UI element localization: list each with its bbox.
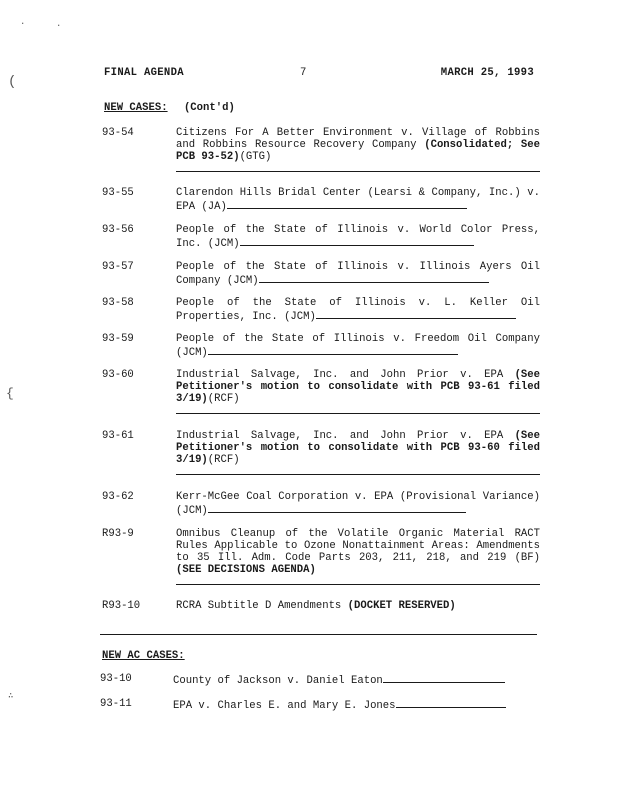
case-number: 93-59 <box>102 333 134 345</box>
ac-case-description <box>173 673 537 687</box>
case-description <box>176 127 540 163</box>
case-note: (See Petitioner's motion to consolidate with PCB 93-61 filed 3/19) <box>176 369 540 405</box>
case-description <box>176 430 540 466</box>
case-number: 93-57 <box>102 261 134 273</box>
case-description <box>176 297 540 323</box>
new-cases-heading <box>104 102 235 114</box>
case-note: (SEE DECISIONS AGENDA) <box>176 564 316 576</box>
case-description <box>176 528 540 576</box>
case-description <box>176 224 540 250</box>
case-initials: (RCF) <box>207 454 240 466</box>
case-description <box>176 600 540 612</box>
case-note: (DOCKET RESERVED) <box>347 600 456 612</box>
case-description <box>176 491 540 517</box>
case-number: 93-54 <box>102 127 134 139</box>
signature-line <box>316 309 516 319</box>
page-header <box>104 67 534 79</box>
case-text: People of the State of Illinois v. Illinois Ayers Oil Company (JCM) <box>176 261 540 287</box>
signature-line <box>383 673 505 683</box>
header-date: MARCH 25, 1993 <box>440 67 534 79</box>
signature-line <box>208 503 466 513</box>
case-number: 93-56 <box>102 224 134 236</box>
case-text: People of the State of Illinois v. Freedom Oil Company (JCM) <box>176 333 540 359</box>
case-note: (See Petitioner's motion to consolidate with PCB 93-60 filed 3/19) <box>176 430 540 466</box>
ac-case-text: EPA v. Charles E. and Mary E. Jones <box>173 700 396 712</box>
case-initials: (GTG) <box>239 151 272 163</box>
ac-case-text: County of Jackson v. Daniel Eaton <box>173 675 383 687</box>
case-text: Kerr-McGee Coal Corporation v. EPA (Provisional Variance) (JCM) <box>176 491 540 517</box>
case-text: Clarendon Hills Bridal Center (Learsi & Company, Inc.) v. EPA (JA) <box>176 187 540 213</box>
case-number: 93-58 <box>102 297 134 309</box>
case-initials: (RCF) <box>207 393 240 405</box>
signature-line <box>227 199 467 209</box>
signature-line <box>208 345 458 355</box>
case-description <box>176 333 540 359</box>
case-number: R93-9 <box>102 528 134 540</box>
ac-case-number: 93-11 <box>100 698 132 710</box>
new-cases-label: NEW CASES: <box>104 102 168 114</box>
new-ac-cases-heading <box>102 650 185 662</box>
ac-case-description <box>173 698 537 712</box>
case-number: R93-10 <box>102 600 141 612</box>
signature-line <box>240 236 474 246</box>
case-number: 93-60 <box>102 369 134 381</box>
signature-line <box>259 273 489 283</box>
signature-line <box>176 584 540 585</box>
signature-line <box>176 413 540 414</box>
signature-line <box>176 474 540 475</box>
case-text: Omnibus Cleanup of the Volatile Organic Material RACT Rules Applicable to Ozone Nonattainment Areas: Amendments to 35 Ill. Adm. Code Parts 203, 211, 218, and 219 (BF) <box>176 528 540 564</box>
case-number: 93-61 <box>102 430 134 442</box>
ac-case-number: 93-10 <box>100 673 132 685</box>
section-separator-line <box>100 634 537 635</box>
signature-line <box>396 698 506 708</box>
case-text: People of the State of Illinois v. L. Keller Oil Properties, Inc. (JCM) <box>176 297 540 323</box>
scan-speck: · <box>56 21 62 31</box>
case-description <box>176 369 540 405</box>
scan-mark: ( <box>8 74 17 90</box>
case-text: Citizens For A Better Environment v. Village of Robbins and Robbins Resource Recovery Company <box>176 127 540 151</box>
case-text: People of the State of Illinois v. World Color Press, Inc. (JCM) <box>176 224 540 250</box>
case-description <box>176 187 540 213</box>
scan-speck: ∴ <box>8 691 14 701</box>
case-number: 93-62 <box>102 491 134 503</box>
case-text: RCRA Subtitle D Amendments <box>176 600 348 612</box>
signature-line <box>176 171 540 172</box>
scan-speck: · <box>20 19 26 29</box>
new-ac-cases-label: NEW AC CASES: <box>102 650 185 662</box>
new-cases-continued: (Cont'd) <box>183 102 235 114</box>
case-text: Industrial Salvage, Inc. and John Prior v. EPA <box>176 369 515 381</box>
header-title: FINAL AGENDA <box>104 67 184 79</box>
page-number: 7 <box>300 67 307 79</box>
case-text: Industrial Salvage, Inc. and John Prior v. EPA <box>176 430 515 442</box>
case-description <box>176 261 540 287</box>
case-number: 93-55 <box>102 187 134 199</box>
scan-mark: { <box>6 386 14 401</box>
case-note: (Consolidated; See PCB 93-52) <box>176 139 540 163</box>
